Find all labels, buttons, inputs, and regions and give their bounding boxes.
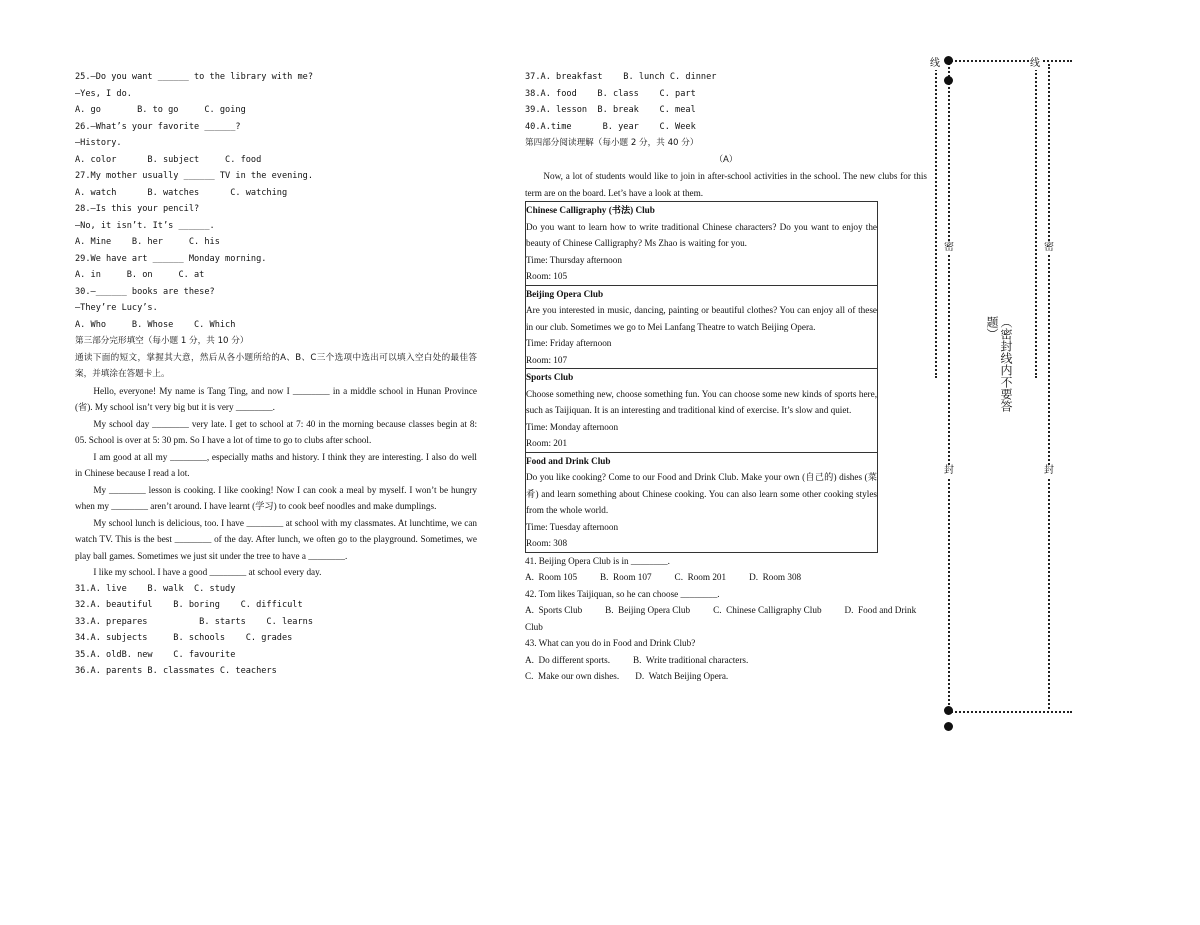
- passage-paragraph: Hello, everyone! My name is Tang Ting, and now I ________ in a middle school in Hunan Province (省). My school isn’t very big but it is very ________.: [75, 385, 477, 412]
- option-line: 33.A. prepares B. starts C. learns: [75, 616, 313, 627]
- passage-paragraph: My school day ________ very late. I get to school at 7: 40 in the morning because classes begin at 8: 05. School is over at 5: 30 pm. So I have a lot of time to go to clubs after school.: [75, 418, 477, 445]
- seal-dot: [944, 76, 953, 85]
- club-description: Do you like cooking? Come to our Food and Drink Club. Make your own (自己的) dishes (菜肴) and learn something about Chinese cooking. You can also learn some other cooking styles from the whole world.: [526, 472, 877, 515]
- left-column: [75, 69, 477, 680]
- part3-instruction: 通读下面的短文，掌握其大意，然后从各小题所给的A、B、C三个选项中选出可以填入空白处的最佳答案，并填涂在答题卡上。: [75, 352, 477, 379]
- cloze-options: [75, 581, 477, 680]
- seal-line-bottom: [948, 711, 1072, 713]
- club-board: [525, 201, 878, 553]
- question-line: —History.: [75, 138, 122, 148]
- question-options: A. Do different sports. B. Write traditional characters.: [525, 654, 749, 665]
- part4-title: 第四部分阅读理解（每小题 2 分，共 40 分）: [525, 138, 699, 148]
- passage-paragraph: I am good at all my ________, especially maths and history. I think they are interesting. I also do well in Chinese because I read a lot.: [75, 451, 477, 478]
- club-food-drink: [526, 452, 877, 552]
- option-line: 35.A. oldB. new C. favourite: [75, 649, 236, 660]
- seal-char-line: 线: [1030, 58, 1040, 69]
- middle-column: [525, 69, 927, 685]
- question-28: [75, 201, 477, 251]
- seal-line-right-short: [1035, 66, 1037, 378]
- question-stem: 41. Beijing Opera Club is in ________.: [525, 555, 670, 566]
- club-sports: [526, 368, 877, 452]
- question-stem: 29.We have art ______ Monday morning.: [75, 253, 267, 264]
- club-name: Sports Club: [526, 372, 574, 382]
- seal-dot: [944, 706, 953, 715]
- question-stem: 27.My mother usually ______ TV in the evening.: [75, 171, 313, 181]
- option-line: 38.A. food B. class C. part: [525, 88, 696, 99]
- question-stem: 25.—Do you want ______ to the library with me?: [75, 72, 313, 82]
- cloze-options-continued: [525, 69, 927, 135]
- option-line: 32.A. beautiful B. boring C. difficult: [75, 600, 303, 610]
- club-description: Do you want to learn how to write traditional Chinese characters? Do you want to enjoy the beauty of Chinese Calligraphy? Ms Zhao is waiting for you.: [526, 221, 877, 248]
- question-stem: 28.—Is this your pencil?: [75, 204, 200, 214]
- question-options: A. Who B. Whose C. Which: [75, 319, 236, 330]
- question-options: C. Make our own dishes. D. Watch Beijing Opera.: [525, 671, 729, 681]
- club-name: Chinese Calligraphy (书法) Club: [526, 205, 655, 215]
- question-43: [525, 635, 927, 685]
- question-line: —They’re Lucy’s.: [75, 303, 158, 313]
- question-41: [525, 553, 927, 586]
- option-line: 34.A. subjects B. schools C. grades: [75, 633, 293, 643]
- question-27: [75, 168, 477, 201]
- passage-paragraph: My school lunch is delicious, too. I have ________ at school with my classmates. At lunchtime, we can watch TV. This is the best ________ of the day. After lunch, we often go to the playground. Sometimes, we play ball games. Sometimes we just sit under the tree to have a ________.: [75, 517, 477, 561]
- club-name: Food and Drink Club: [526, 455, 611, 466]
- club-room: Room: 201: [526, 438, 568, 448]
- club-time: Time: Friday afternoon: [526, 338, 612, 348]
- seal-dot: [944, 722, 953, 731]
- club-room: Room: 308: [526, 538, 568, 548]
- seal-line-left-short: [935, 66, 937, 378]
- seal-char-seal: 封: [944, 465, 954, 476]
- seal-line-outer: [1048, 64, 1050, 709]
- club-time: Time: Tuesday afternoon: [526, 521, 619, 532]
- seal-char-line: 线: [930, 58, 940, 69]
- question-options: A. go B. to go C. going: [75, 105, 246, 115]
- question-options: A. Sports Club B. Beijing Opera Club C. Chinese Calligraphy Club D. Food and Drink Club: [525, 605, 919, 632]
- club-calligraphy: [526, 202, 877, 285]
- seal-note: （密封线内不要答题）: [985, 316, 1013, 412]
- passage-paragraph: My ________ lesson is cooking. I like cooking! Now I can cook a meal by myself. I won’t be hungry when my ________ aren’t around. I have learnt (学习) to cook beef noodles and make dumplings.: [75, 484, 477, 511]
- option-line: 36.A. parents B. classmates C. teachers: [75, 666, 277, 676]
- option-line: 39.A. lesson B. break C. meal: [525, 105, 696, 115]
- question-line: —Yes, I do.: [75, 88, 132, 99]
- club-time: Time: Thursday afternoon: [526, 254, 622, 265]
- option-line: 40.A.time B. year C. Week: [525, 121, 696, 132]
- question-26: [75, 119, 477, 169]
- club-beijing-opera: [526, 285, 877, 369]
- seal-line-top: [948, 60, 1072, 62]
- club-description: Choose something new, choose something fun. You can choose some new kinds of sports here, such as Taijiquan. It is an interesting and traditional kind of exercise. It’s slow and quiet.: [526, 388, 877, 415]
- club-room: Room: 107: [526, 354, 568, 365]
- question-line: —No, it isn’t. It’s ______.: [75, 220, 215, 231]
- question-options: A. Mine B. her C. his: [75, 237, 220, 247]
- question-options: A. color B. subject C. food: [75, 154, 262, 165]
- question-options: A. in B. on C. at: [75, 270, 205, 280]
- seal-char-seal: 封: [1044, 465, 1054, 476]
- reading-intro: Now, a lot of students would like to join in after-school activities in the school. The new clubs for this term are on the board. Let’s have a look at them.: [525, 171, 927, 198]
- seal-line-inner: [948, 60, 950, 712]
- question-29: [75, 251, 477, 284]
- option-line: 31.A. live B. walk C. study: [75, 583, 236, 594]
- seal-char-secret: 密: [944, 242, 954, 253]
- option-line: 37.A. breakfast B. lunch C. dinner: [525, 72, 717, 82]
- question-stem: 43. What can you do in Food and Drink Club?: [525, 638, 696, 648]
- club-room: Room: 105: [526, 271, 568, 281]
- cloze-passage: [75, 383, 477, 581]
- question-25: [75, 69, 477, 119]
- question-42: [525, 586, 927, 636]
- question-options: A. Room 105 B. Room 107 C. Room 201 D. Room 308: [525, 572, 802, 582]
- seal-char-secret: 密: [1044, 242, 1054, 253]
- question-stem: 30.—______ books are these?: [75, 286, 215, 297]
- club-description: Are you interested in music, dancing, painting or beautiful clothes? You can enjoy all of these in our club. Sometimes we go to Mei Lanfang Theatre to watch Beijing Opera.: [526, 305, 877, 332]
- question-stem: 26.—What’s your favorite ______?: [75, 121, 241, 132]
- question-30: [75, 284, 477, 334]
- section-label: （A）: [714, 154, 738, 165]
- club-time: Time: Monday afternoon: [526, 421, 619, 432]
- club-name: Beijing Opera Club: [526, 288, 604, 299]
- question-stem: 42. Tom likes Taijiquan, so he can choose ________.: [525, 588, 720, 599]
- passage-paragraph: I like my school. I have a good ________ at school every day.: [93, 567, 322, 577]
- part3-title: 第三部分完形填空（每小题 1 分，共 10 分）: [75, 336, 249, 346]
- seal-dot: [944, 56, 953, 65]
- question-options: A. watch B. watches C. watching: [75, 187, 288, 198]
